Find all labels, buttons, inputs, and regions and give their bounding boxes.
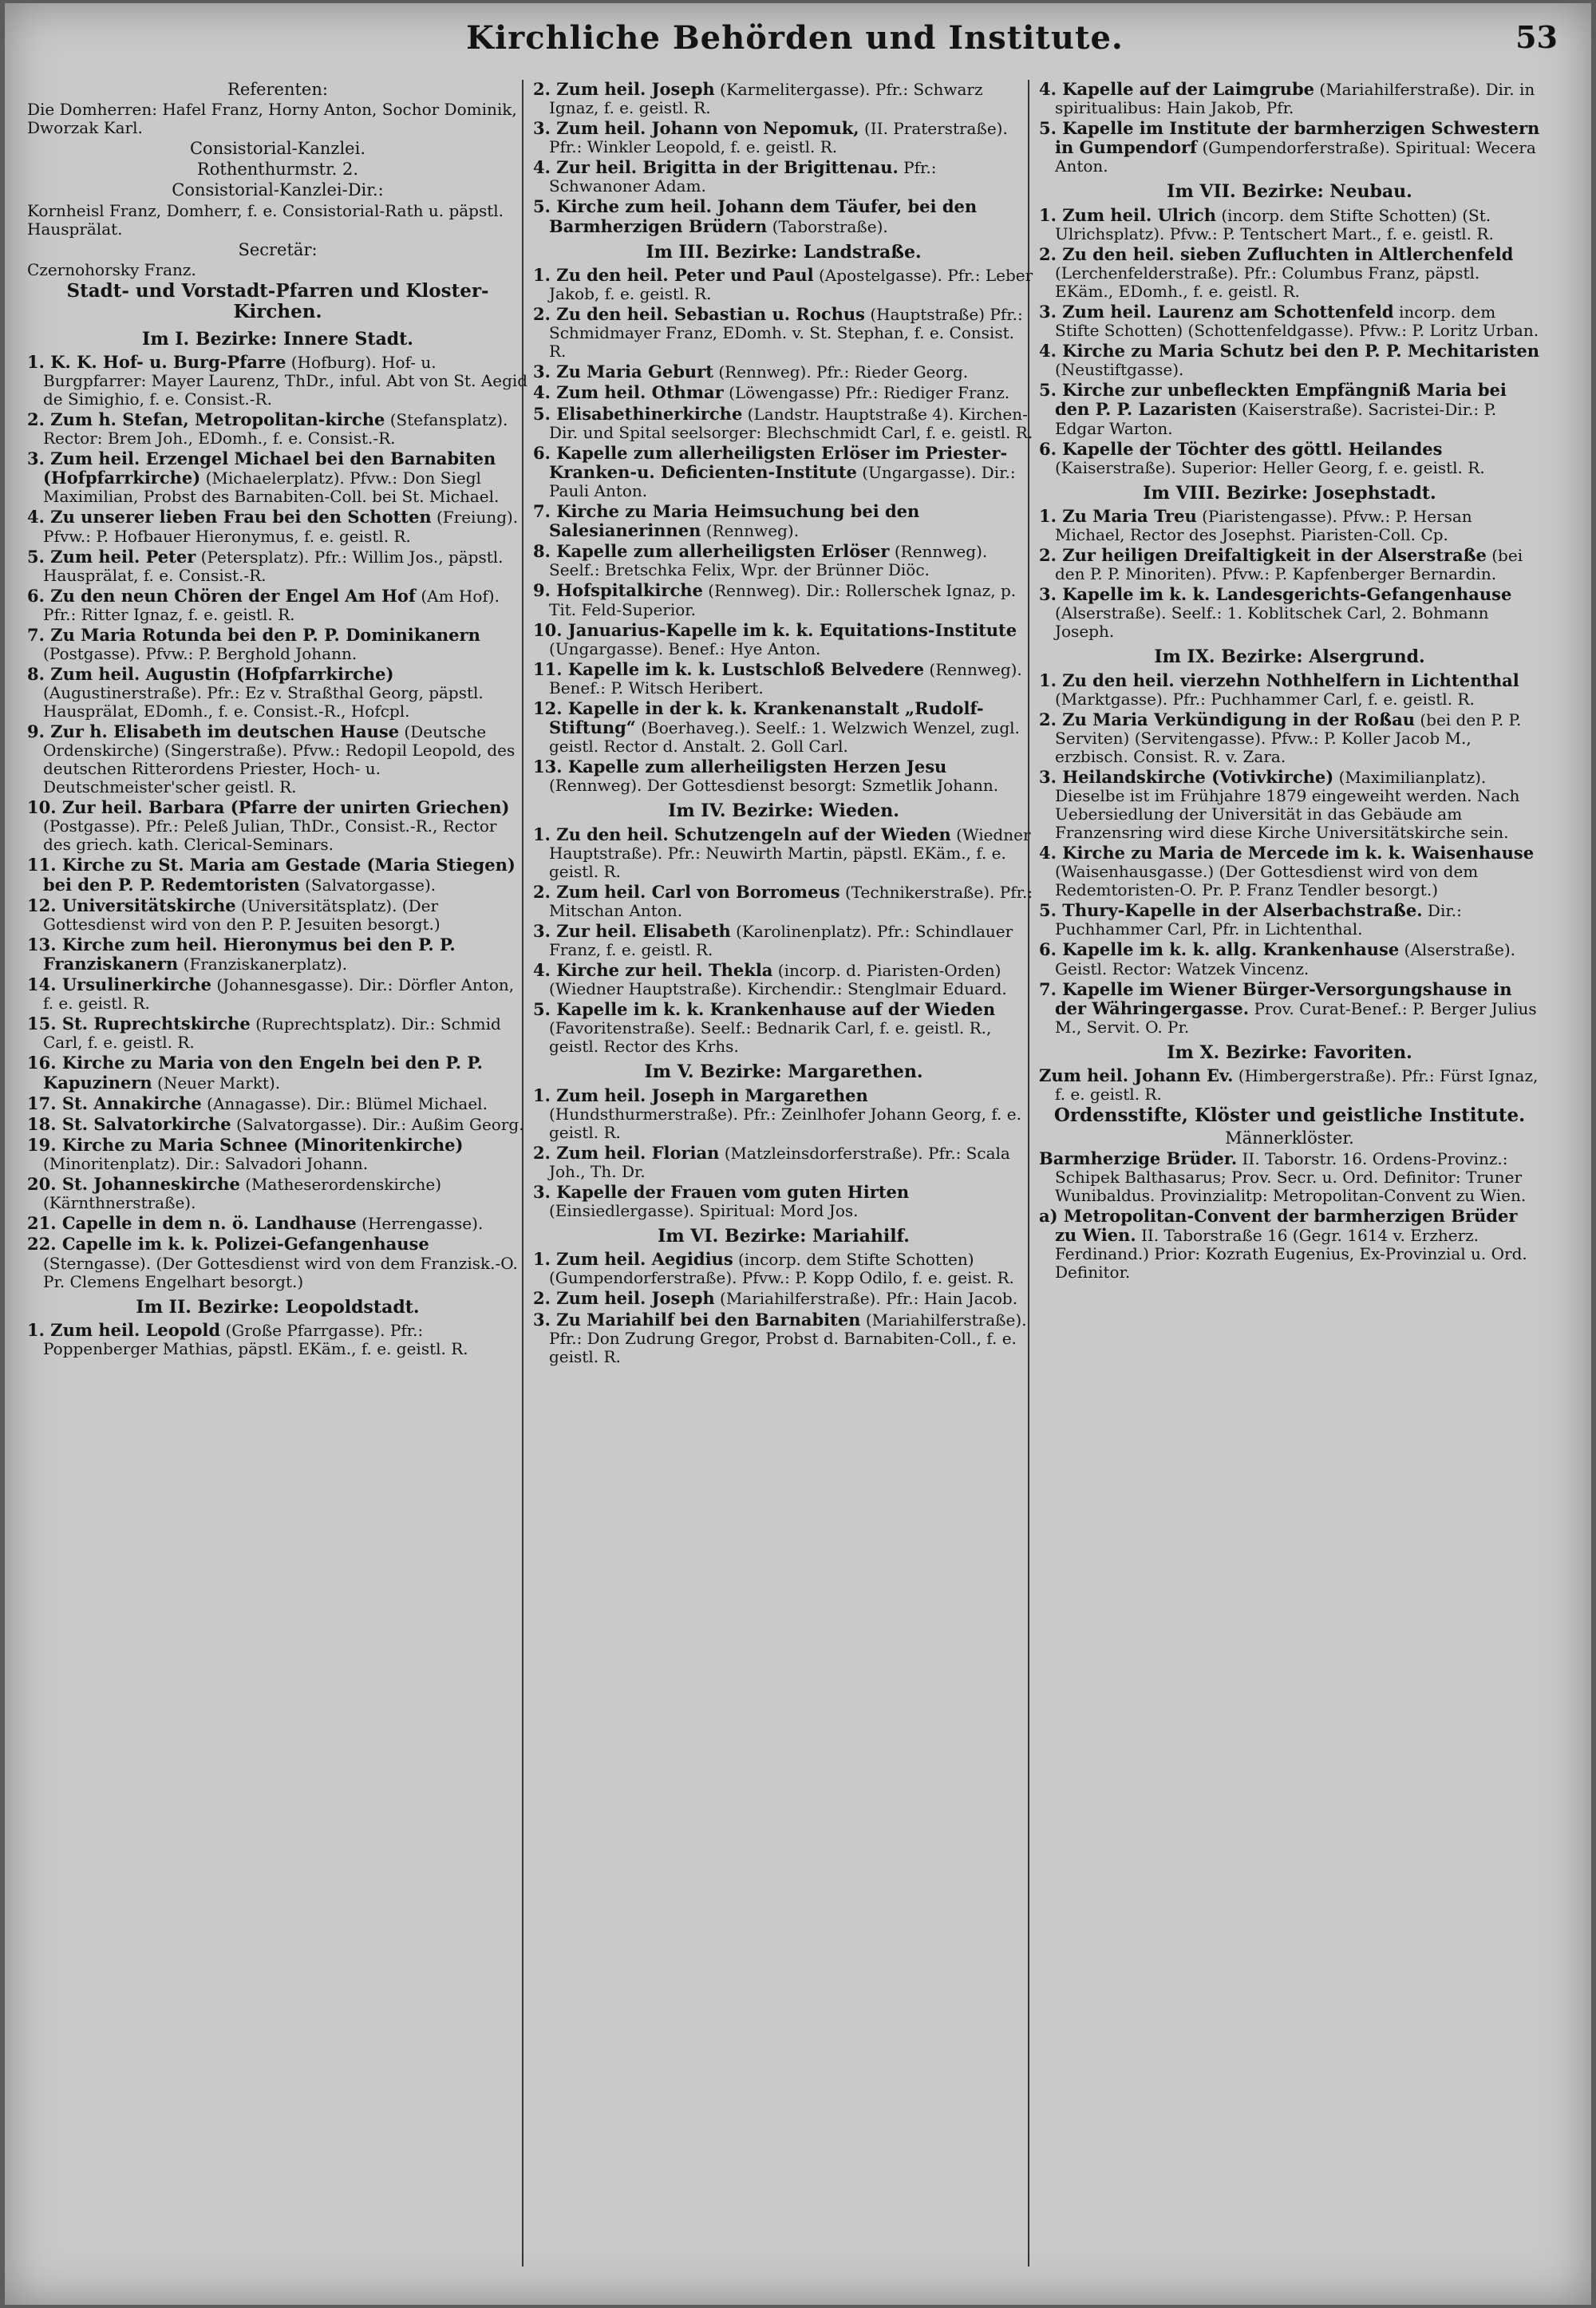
entry-text: Rothenthurmstr. 2.	[196, 160, 359, 180]
entry-text: (Minoritenplatz). Dir.: Salvadori Johann.	[43, 1154, 369, 1174]
entry-text: Kornheisl Franz, Domherr, f. e. Consistorial-Rath u. päpstl. Hausprälat.	[27, 200, 504, 239]
section-label	[1039, 1128, 1540, 1148]
entry-text: (Rennweg). Der Gottesdienst besorgt: Szmetlik Johann.	[549, 776, 999, 796]
church-entry	[27, 547, 528, 585]
page-header	[21, 13, 1569, 62]
entry-name: 3. Zu Mariahilf bei den Barnabiten	[533, 1309, 861, 1330]
entry-text: (bei den P. P. Minoriten). Pfvw.: P. Kapfenberger Bernardin.	[1055, 546, 1523, 584]
entry-text: (Postgasse). Pfr.: Peleß Julian, ThDr., Consist.-R., Rector des griech. kath. Clerical-Seminars.	[43, 816, 497, 855]
church-entry	[1039, 585, 1540, 641]
entry-text: (Marktgasse). Pfr.: Puchhammer Carl, f. e. geistl. R.	[1055, 689, 1475, 709]
section-title	[1039, 1105, 1540, 1126]
entry-name: 2. Zu Maria Verkündigung in der Roßau	[1039, 709, 1415, 729]
entry-name: 16. Kirche zu Maria von den Engeln bei den P. P. Kapuzinern	[27, 1053, 483, 1093]
church-entry	[1039, 546, 1540, 583]
entry-text: Im I. Bezirke: Innere Stadt.	[142, 328, 413, 350]
church-entry	[533, 1086, 1034, 1142]
entry-name: 7. Zu Maria Rotunda bei den P. P. Dominikanern	[27, 624, 480, 645]
church-entry	[27, 798, 528, 854]
entry-text: Im III. Bezirke: Landstraße.	[646, 241, 922, 263]
church-entry	[27, 626, 528, 663]
entry-text: (Boerhaveg.). Seelf.: 1. Welzwich Wenzel, zugl. geistl. Rector d. Anstalt. 2. Goll Carl.	[549, 717, 1020, 757]
entry-text: Im VII. Bezirke: Neubau.	[1167, 181, 1412, 203]
text-paragraph	[27, 202, 528, 239]
entry-text: Im VI. Bezirke: Mariahilf.	[658, 1225, 910, 1247]
entry-name: 5. Thury-Kapelle in der Alserbachstraße.	[1039, 900, 1423, 921]
entry-text: (Annagasse). Dir.: Blümel Michael.	[201, 1093, 488, 1113]
entry-text: (Technikerstraße). Pfr.: Mitschan Anton.	[549, 882, 1033, 920]
entry-name: 6. Kapelle der Töchter des göttl. Heilandes	[1039, 438, 1443, 459]
text-paragraph	[27, 261, 528, 279]
entry-text: (Kaiserstraße). Superior: Heller Georg, f. e. geistl. R.	[1055, 457, 1485, 477]
entry-name: 5. Kirche zur unbefleckten Empfängniß Maria bei den P. P. Lazaristen	[1039, 380, 1507, 420]
church-entry	[1039, 206, 1540, 243]
district-heading	[533, 1062, 1034, 1082]
entry-text: (Waisenhausgasse.) (Der Gottesdienst wird von dem Redemtoristen-O. Pr. P. Franz Tendler besorgt.)	[1055, 862, 1479, 900]
entry-text: Stadt- und Vorstadt-Pfarren und Kloster-Kirchen.	[66, 279, 489, 323]
church-entry	[27, 975, 528, 1013]
church-entry	[1039, 671, 1540, 709]
entry-text: (Postgasse). Pfvw.: P. Berghold Johann.	[43, 644, 358, 663]
entry-name: 5. Zum heil. Peter	[27, 546, 196, 567]
entry-text: (Alserstraße). Seelf.: 1. Koblitschek Carl, 2. Bohmann Joseph.	[1055, 603, 1489, 642]
entry-name: 1. Zu den heil. Schutzengeln auf der Wieden	[533, 824, 951, 844]
entry-text: (Freiung). Pfvw.: P. Hofbauer Hieronymus, f. e. geistl. R.	[43, 508, 519, 546]
entry-name: 3. Zu Maria Geburt	[533, 362, 713, 382]
entry-text: (Neuer Markt).	[152, 1073, 281, 1093]
entry-name: 2. Zu den heil. Sebastian u. Rochus	[533, 304, 865, 325]
church-entry	[1039, 1066, 1540, 1104]
church-entry	[533, 1183, 1034, 1220]
entry-text: (Himbergerstraße). Pfr.: Fürst Ignaz, f. e. geistl. R.	[1055, 1066, 1539, 1105]
entry-name: 2. Zum heil. Joseph	[533, 1288, 715, 1309]
church-entry	[27, 1014, 528, 1052]
district-heading	[533, 1227, 1034, 1247]
entry-text: (Einsiedlergasse). Spiritual: Mord Jos.	[549, 1200, 859, 1220]
church-entry	[27, 587, 528, 624]
entry-name: 3. Kapelle im k. k. Landesgerichts-Gefangenhause	[1039, 584, 1512, 605]
entry-name: 1. Zum heil. Ulrich	[1039, 204, 1216, 225]
entry-text: (incorp. dem Stifte Schotten) (Gumpendorferstraße). Pfvw.: P. Kopp Odilo, f. e. geist. R.	[549, 1250, 1014, 1288]
entry-text: (Sterngasse). (Der Gottesdienst wird von dem Franzisk.-O. Pr. Clemens Engelhart besorgt.)	[43, 1253, 518, 1291]
entry-name: 21. Capelle in dem n. ö. Landhause	[27, 1213, 357, 1234]
column-right	[1039, 80, 1540, 2282]
entry-name: 3. Zum heil. Johann von Nepomuk,	[533, 118, 859, 139]
district-heading	[1039, 484, 1540, 504]
entry-text: Dir.: Puchhammer Carl, Pfr. in Lichtenthal.	[1055, 901, 1462, 939]
church-entry	[533, 961, 1034, 998]
entry-name: 3. Heilandskirche (Votivkirche)	[1039, 767, 1334, 787]
entry-name: 2. Zum h. Stefan, Metropolitan-kirche	[27, 409, 385, 430]
entry-name: 4. Kirche zu Maria Schutz bei den P. P. Mechitaristen	[1039, 341, 1539, 362]
entry-text: (Wiedner Hauptstraße). Pfr.: Neuwirth Martin, päpstl. EKäm., f. e. geistl. R.	[549, 824, 1031, 881]
entry-text: (Salvatorgasse). Dir.: Außim Georg.	[231, 1114, 524, 1134]
entry-text: (Karmelitergasse). Pfr.: Schwarz Ignaz, f. e. geistl. R.	[549, 80, 983, 118]
entry-name: 1. Zu den heil. Peter und Paul	[533, 265, 814, 285]
church-entry	[1039, 710, 1540, 766]
church-entry	[27, 1321, 528, 1358]
entry-name: 13. Kirche zum heil. Hieronymus bei den P. P. Franziskanern	[27, 934, 456, 974]
church-entry	[533, 119, 1034, 156]
entry-name: 19. Kirche zu Maria Schnee (Minoritenkirche)	[27, 1134, 464, 1155]
entry-name: 4. Zum heil. Othmar	[533, 382, 724, 403]
entry-text: Pfr.: Schwanoner Adam.	[549, 158, 937, 196]
entry-text: (Rennweg). Seelf.: Bretschka Felix, Wpr. der Brünner Diöc.	[549, 542, 988, 580]
entry-name: 5. Kapelle im Institute der barmherzigen Schwestern in Gumpendorf	[1039, 118, 1540, 158]
church-entry	[27, 722, 528, 796]
entry-text: (Alserstraße). Geistl. Rector: Watzek Vincenz.	[1055, 940, 1515, 978]
church-entry	[27, 1175, 528, 1212]
entry-text: (Rennweg). Pfr.: Rieder Georg.	[713, 362, 969, 382]
church-entry	[1039, 940, 1540, 978]
entry-name: 1. Zum heil. Aegidius	[533, 1249, 733, 1270]
section-label	[27, 139, 528, 158]
church-entry	[1039, 440, 1540, 477]
entry-name: 1. Zum heil. Leopold	[27, 1319, 221, 1340]
section-label	[27, 160, 528, 179]
entry-name: 1. Zum heil. Joseph in Margarethen	[533, 1085, 868, 1105]
entry-text: (Mariahilferstraße). Pfr.: Don Zudrung Gregor, Probst d. Barnabiten-Coll., f. e. geistl. R.	[549, 1310, 1027, 1366]
entry-text: (Franziskanerplatz).	[178, 954, 348, 974]
entry-name: 10. Januarius-Kapelle im k. k. Equitations-Institute	[533, 619, 1017, 640]
entry-text: Im II. Bezirke: Leopoldstadt.	[136, 1296, 420, 1318]
entry-name: 5. Kirche zum heil. Johann dem Täufer, bei den Barmherzigen Brüdern	[533, 196, 978, 236]
entry-text: (Salvatorgasse).	[299, 875, 437, 895]
entry-name: 1. Zu den heil. vierzehn Nothhelfern in Lichtenthal	[1039, 670, 1519, 690]
church-entry	[1039, 342, 1540, 379]
entry-text: (Karolinenplatz). Pfr.: Schindlauer Franz, f. e. geistl. R.	[549, 921, 1013, 959]
church-entry	[27, 896, 528, 934]
church-entry	[1039, 1207, 1540, 1282]
entry-text: incorp. dem Stifte Schotten) (Schottenfeldgasse). Pfvw.: P. Loritz Urban.	[1055, 302, 1539, 341]
entry-text: (Herrengasse).	[356, 1214, 484, 1234]
district-heading	[1039, 182, 1540, 202]
entry-text: (Gumpendorferstraße). Spiritual: Wecera Anton.	[1055, 138, 1536, 176]
entry-name: 17. St. Annakirche	[27, 1093, 202, 1113]
church-entry	[27, 353, 528, 409]
entry-text: Im VIII. Bezirke: Josephstadt.	[1143, 482, 1436, 504]
page	[5, 3, 1591, 2305]
section-label	[27, 80, 528, 99]
district-heading	[533, 243, 1034, 263]
church-entry	[533, 383, 1034, 402]
church-entry	[533, 305, 1034, 361]
entry-name: 4. Kirche zu Maria de Mercede im k. k. Waisenhause	[1039, 843, 1535, 864]
entry-text: Ordensstifte, Klöster und geistliche Institute.	[1053, 1105, 1526, 1127]
entry-text: (Taborstraße).	[767, 216, 888, 236]
entry-name: Barmherzige Brüder.	[1039, 1148, 1238, 1168]
church-entry	[533, 922, 1034, 959]
entry-text: (Große Pfarrgasse). Pfr.: Poppenberger Mathias, päpstl. EKäm., f. e. geistl. R.	[43, 1320, 468, 1358]
entry-text: (Deutsche Ordenskirche) (Singerstraße). Pfvw.: Redopil Leopold, des deutschen Ritterordens Priester, Hoch- u. Deutschmeister'scher geistl. R.	[43, 722, 516, 797]
entry-text: (Ungargasse). Dir.: Pauli Anton.	[549, 462, 1016, 500]
entry-text: (Augustinerstraße). Pfr.: Ez v. Straßthal Georg, päpstl. Hausprälat, EDomh., f. e. Consist.-R., Hofcpl.	[43, 683, 484, 721]
church-entry	[1039, 381, 1540, 437]
church-entry	[533, 405, 1034, 442]
entry-text: (Am Hof). Pfr.: Ritter Ignaz, f. e. geistl. R.	[43, 586, 500, 624]
entry-name: 18. St. Salvatorkirche	[27, 1113, 231, 1134]
church-entry	[1039, 844, 1540, 899]
entry-name: 20. St. Johanneskirche	[27, 1174, 240, 1195]
church-entry	[27, 508, 528, 545]
entry-text: Im IV. Bezirke: Wieden.	[668, 800, 899, 822]
entry-name: 7. Kapelle im Wiener Bürger-Versorgungshause in der Währingergasse.	[1039, 978, 1512, 1018]
entry-text: (Apostelgasse). Pfr.: Leber Jakob, f. e. geistl. R.	[549, 266, 1033, 304]
church-entry	[533, 1144, 1034, 1181]
church-entry	[1039, 901, 1540, 939]
district-heading	[533, 801, 1034, 821]
district-heading	[1039, 1043, 1540, 1063]
church-entry	[1039, 768, 1540, 842]
entry-text: (Michaelerplatz). Pfvw.: Don Siegl Maximilian, Probst des Barnabiten-Coll. bei St. Michael.	[43, 468, 500, 507]
church-entry	[1039, 302, 1540, 340]
entry-name: 2. Zum heil. Florian	[533, 1142, 720, 1163]
church-entry	[533, 1289, 1034, 1308]
church-entry	[27, 856, 528, 894]
entry-name: 6. Kapelle zum allerheiligsten Erlöser im Priester-Kranken-u. Deficienten-Institute	[533, 442, 1008, 482]
entry-text: (Kaiserstraße). Sacristei-Dir.: P. Edgar Warton.	[1055, 400, 1497, 438]
entry-text: (Matzleinsdorferstraße). Pfr.: Scala Joh., Th. Dr.	[549, 1143, 1010, 1181]
church-entry	[533, 80, 1034, 117]
entry-name: 4. Zu unserer lieben Frau bei den Schotten	[27, 507, 432, 528]
entry-text: Männerklöster.	[1225, 1128, 1354, 1148]
entry-text: (Ungargasse). Benef.: Hye Anton.	[549, 638, 821, 658]
entry-text: Im IX. Bezirke: Alsergrund.	[1154, 646, 1425, 668]
entry-text: (bei den P. P. Serviten) (Servitengasse). Pfvw.: P. Koller Jacob M., erzbisch. Consist. R. v. Zara.	[1055, 709, 1522, 766]
entry-name: 8. Zum heil. Augustin (Hofpfarrkirche)	[27, 664, 394, 684]
church-entry	[533, 362, 1034, 381]
church-entry	[1039, 119, 1540, 176]
entry-name: 8. Kapelle zum allerheiligsten Erlöser	[533, 541, 890, 562]
entry-text: Prov. Curat-Benef.: P. Berger Julius M., Servit. O. Pr.	[1055, 998, 1537, 1037]
entry-text: Die Domherren: Hafel Franz, Horny Anton, Sochor Dominik, Dworzak Karl.	[27, 100, 517, 138]
entry-name: Zum heil. Johann Ev.	[1039, 1065, 1234, 1086]
church-entry	[27, 1053, 528, 1092]
entry-name: a) Metropolitan-Convent der barmherzigen Brüder zu Wien.	[1039, 1206, 1518, 1246]
section-label	[27, 240, 528, 259]
entry-name: 4. Kapelle auf der Laimgrube	[1039, 80, 1315, 99]
church-entry	[533, 883, 1034, 920]
entry-text: Im V. Bezirke: Margarethen.	[644, 1061, 923, 1083]
church-entry	[27, 1094, 528, 1113]
entry-text: (Universitätsplatz). (Der Gottesdienst wird von den P. P. Jesuiten besorgt.)	[43, 895, 440, 934]
entry-name: 14. Ursulinerkirche	[27, 974, 211, 995]
church-entry	[533, 757, 1034, 795]
church-entry	[533, 542, 1034, 579]
entry-text: (Johannesgasse). Dir.: Dörfler Anton, f. e. geistl. R.	[43, 975, 515, 1014]
entry-name: 2. Zur heiligen Dreifaltigkeit in der Alserstraße	[1039, 545, 1487, 566]
entry-text: (Stefansplatz). Rector: Brem Joh., EDomh., f. e. Consist.-R.	[43, 410, 508, 449]
entry-name: 2. Zum heil. Joseph	[533, 80, 715, 99]
church-entry	[533, 699, 1034, 756]
entry-text: (Hauptstraße) Pfr.: Schmidmayer Franz, EDomh. v. St. Stephan, f. e. Consist. R.	[549, 305, 1023, 362]
church-entry	[27, 1136, 528, 1173]
entry-name: 2. Zu den heil. sieben Zufluchten in Altlerchenfeld	[1039, 243, 1514, 264]
church-entry	[533, 444, 1034, 500]
column-left	[27, 80, 528, 2282]
entry-text: (Petersplatz). Pfr.: Willim Jos., päpstl. Hausprälat, f. e. Consist.-R.	[43, 547, 504, 585]
entry-name: 4. Kirche zur heil. Thekla	[533, 959, 773, 980]
church-entry	[533, 581, 1034, 618]
church-entry	[533, 1310, 1034, 1366]
church-entry	[533, 266, 1034, 303]
church-entry	[533, 825, 1034, 881]
entry-text: (Mariahilferstraße). Pfr.: Hain Jacob.	[714, 1289, 1018, 1309]
entry-text: (Maximilianplatz). Dieselbe ist im Frühjahre 1879 eingeweiht werden. Nach Uebersiedlung der Universität in das Gebäude am Franzensring wird diese Kirche Universitätskirche sein.	[1055, 768, 1520, 843]
entry-text: Consistorial-Kanzlei-Dir.:	[172, 180, 384, 200]
entry-name: 6. Kapelle im k. k. allg. Krankenhause	[1039, 939, 1400, 960]
entry-text: (Ruprechtsplatz). Dir.: Schmid Carl, f. e. geistl. R.	[43, 1014, 501, 1053]
entry-text: (Mariahilferstraße). Dir. in spiritualibus: Hain Jakob, Pfr.	[1055, 80, 1535, 118]
church-entry	[533, 158, 1034, 196]
church-entry	[533, 1000, 1034, 1056]
section-label	[27, 180, 528, 200]
entry-name: 3. Zum heil. Laurenz am Schottenfeld	[1039, 302, 1394, 322]
section-title	[27, 281, 528, 323]
entry-name: 1. Zu Maria Treu	[1039, 506, 1197, 526]
entry-name: 7. Kirche zu Maria Heimsuchung bei den Salesianerinnen	[533, 500, 920, 541]
entry-name: 11. Kirche zu St. Maria am Gestade (Maria Stiegen) bei den P. P. Redemtoristen	[27, 855, 516, 895]
entry-text: Secretär:	[238, 239, 318, 259]
column-middle	[533, 80, 1034, 2282]
church-entry	[27, 935, 528, 974]
church-entry	[1039, 980, 1540, 1037]
entry-name: 3. Zum heil. Erzengel Michael bei den Barnabiten (Hofpfarrkirche)	[27, 449, 496, 488]
church-entry	[27, 410, 528, 448]
entry-text: (incorp. dem Stifte Schotten) (St. Ulrichsplatz). Pfvw.: P. Tentschert Mart., f. e. geistl. R.	[1055, 205, 1494, 243]
church-entry	[533, 1250, 1034, 1287]
entry-name: 11. Kapelle im k. k. Lustschloß Belvedere	[533, 658, 925, 679]
entry-text: (Matheserordenskirche) (Kärnthnerstraße).	[43, 1175, 442, 1213]
entry-text: (Hundsthurmerstraße). Pfr.: Zeinlhofer Johann Georg, f. e. geistl. R.	[549, 1104, 1021, 1142]
entry-name: 13. Kapelle zum allerheiligsten Herzen Jesu	[533, 757, 947, 777]
entry-text: Consistorial-Kanzlei.	[189, 139, 365, 159]
entry-text: Im X. Bezirke: Favoriten.	[1167, 1041, 1412, 1063]
district-heading	[27, 330, 528, 350]
entry-text: (Piaristengasse). Pfvw.: P. Hersan Michael, Rector des Josephst. Piaristen-Coll. Cp.	[1055, 507, 1472, 545]
entry-name: 12. Universitätskirche	[27, 895, 236, 915]
page-title: Kirchliche Behörden und Institute.	[466, 19, 1124, 57]
entry-name: 4. Zur heil. Brigitta in der Brigittenau.	[533, 157, 899, 178]
entry-text: (Lerchenfelderstraße). Pfr.: Columbus Franz, päpstl. EKäm., EDomh., f. e. geistl. R.	[1055, 263, 1480, 301]
entry-text: (Rennweg).	[701, 521, 800, 541]
page-number: 53	[1515, 19, 1558, 55]
entry-text: (incorp. d. Piaristen-Orden) (Wiedner Hauptstraße). Kirchendir.: Stenglmair Eduard.	[549, 960, 1007, 999]
entry-name: 22. Capelle im k. k. Polizei-Gefangenhause	[27, 1234, 429, 1255]
entry-name: 3. Zur heil. Elisabeth	[533, 920, 731, 941]
entry-text: (Löwengasse) Pfr.: Riediger Franz.	[723, 383, 1010, 403]
entry-text: II. Taborstraße 16 (Gegr. 1614 v. Erzherz. Ferdinand.) Prior: Kozrath Eugenius, Ex-Provinzial u. Ord. Definitor.	[1055, 1226, 1527, 1282]
entry-name: 1. K. K. Hof- u. Burg-Pfarre	[27, 351, 286, 372]
church-entry	[1039, 507, 1540, 544]
entry-text: (Landstr. Hauptstraße 4). Kirchen-Dir. und Spital seelsorger: Blechschmidt Carl, f. e. geistl. R.	[549, 404, 1033, 442]
church-entry	[1039, 1149, 1540, 1205]
district-heading	[27, 1298, 528, 1318]
church-entry	[533, 621, 1034, 658]
entry-text: (II. Praterstraße). Pfr.: Winkler Leopold, f. e. geistl. R.	[549, 119, 1008, 157]
entry-name: 9. Hofspitalkirche	[533, 580, 703, 601]
church-entry	[27, 449, 528, 506]
entry-name: 3. Kapelle der Frauen vom guten Hirten	[533, 1181, 910, 1202]
church-entry	[1039, 245, 1540, 301]
entry-text: (Favoritenstraße). Seelf.: Bednarik Carl, f. e. geistl. R., geistl. Rector des Krhs.	[549, 1018, 992, 1057]
entry-text: II. Taborstr. 16. Ordens-Provinz.: Schipek Balthasarus; Prov. Secr. u. Ord. Definitor: Truner Wunibaldus. Provinzialitp: Metropolitan-Convent zu Wien.	[1055, 1148, 1527, 1205]
entry-text: (Rennweg). Benef.: P. Witsch Heribert.	[549, 659, 1022, 698]
entry-name: 15. St. Ruprechtskirche	[27, 1014, 251, 1034]
entry-name: 2. Zum heil. Carl von Borromeus	[533, 881, 840, 902]
entry-text: (Neustiftgasse).	[1055, 360, 1184, 380]
entry-name: 5. Elisabethinerkirche	[533, 403, 743, 424]
church-entry	[1039, 80, 1540, 117]
text-paragraph	[27, 101, 528, 137]
church-entry	[27, 1214, 528, 1233]
church-entry	[27, 1235, 528, 1290]
entry-name: 5. Kapelle im k. k. Krankenhause auf der Wieden	[533, 999, 996, 1020]
entry-text: Referenten:	[227, 80, 328, 99]
entry-name: 6. Zu den neun Chören der Engel Am Hof	[27, 585, 416, 606]
entry-text: Czernohorsky Franz.	[27, 259, 196, 279]
entry-name: 10. Zur heil. Barbara (Pfarre der unirten Griechen)	[27, 797, 510, 818]
entry-text: (Hofburg). Hof- u. Burgpfarrer: Mayer Laurenz, ThDr., inful. Abt von St. Aegid de Simighio, f. e. Consist.-R.	[43, 352, 528, 409]
entry-name: 12. Kapelle in der k. k. Krankenanstalt „Rudolf-Stiftung“	[533, 698, 984, 737]
church-entry	[533, 197, 1034, 235]
entry-text: (Rennweg). Dir.: Rollerschek Ignaz, p. Tit. Feld-Superior.	[549, 581, 1017, 619]
entry-name: 9. Zur h. Elisabeth im deutschen Hause	[27, 721, 400, 742]
church-entry	[533, 502, 1034, 540]
church-entry	[27, 665, 528, 721]
district-heading	[1039, 647, 1540, 667]
church-entry	[533, 660, 1034, 698]
church-entry	[27, 1115, 528, 1134]
